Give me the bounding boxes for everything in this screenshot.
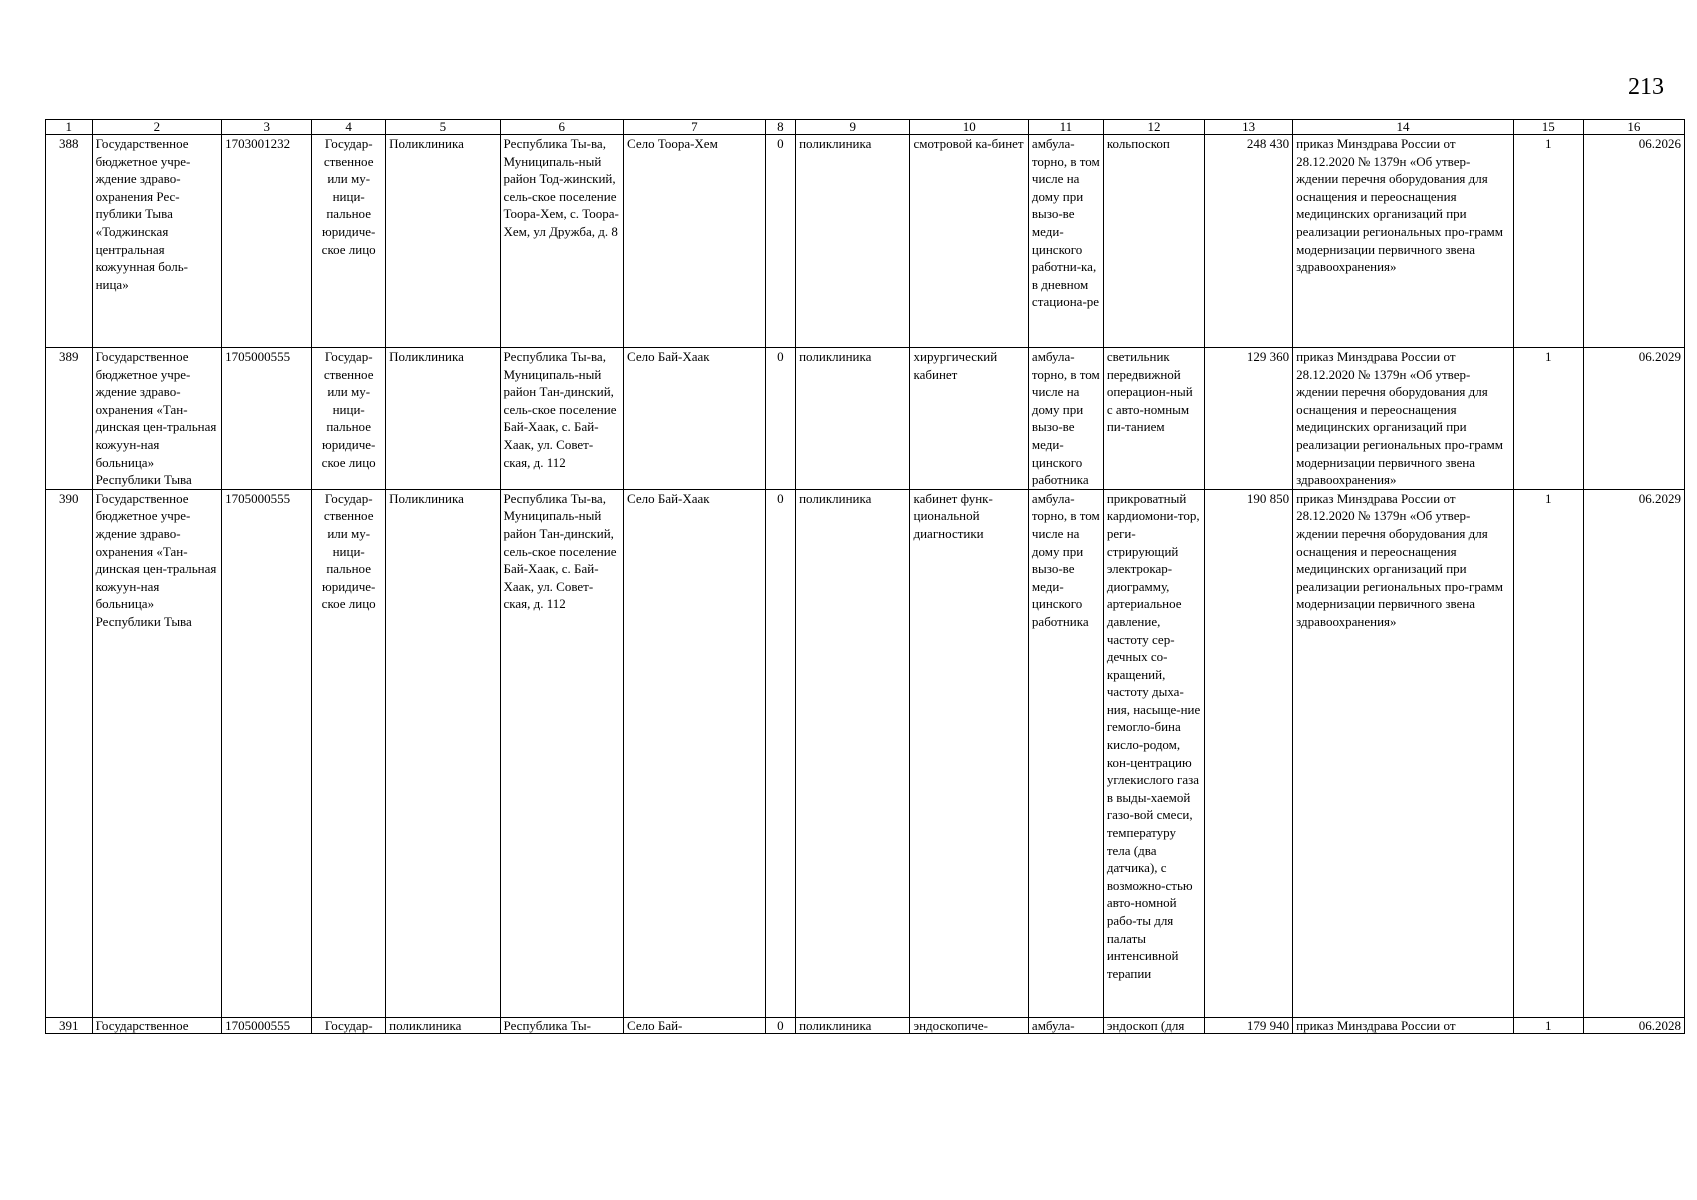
unit: поликлиника bbox=[796, 1017, 910, 1033]
inn-code: 1705000555 bbox=[222, 1017, 312, 1033]
column-number: 7 bbox=[624, 120, 766, 135]
unit: поликлиника bbox=[796, 348, 910, 490]
table-row bbox=[46, 1017, 1685, 1033]
settlement: Село Бай-Хаак bbox=[624, 489, 766, 1017]
facility-type: Поликлиника bbox=[386, 135, 500, 348]
row-number: 388 bbox=[46, 135, 93, 348]
settlement: Село Бай- bbox=[624, 1017, 766, 1033]
legal-form: Государ-ственное или му-ници-пальное юридиче-ское лицо bbox=[312, 135, 386, 348]
row-number: 391 bbox=[46, 1017, 93, 1033]
column-number: 10 bbox=[910, 120, 1028, 135]
column-number: 5 bbox=[386, 120, 500, 135]
unit: поликлиника bbox=[796, 135, 910, 348]
care-conditions: амбула- bbox=[1028, 1017, 1103, 1033]
cabinet: хирургический кабинет bbox=[910, 348, 1028, 490]
column-number: 9 bbox=[796, 120, 910, 135]
cost: 129 360 bbox=[1205, 348, 1293, 490]
unit: поликлиника bbox=[796, 489, 910, 1017]
legal-form: Государ-ственное или му-ници-пальное юридиче-ское лицо bbox=[312, 489, 386, 1017]
date: 06.2029 bbox=[1583, 489, 1684, 1017]
column-number-row bbox=[46, 120, 1685, 135]
equipment: прикроватный кардиомони-тор, реги-стрирующий электрокар-диограмму, артериальное давление, частоту сер-дечных со-кращений, частоту дыха-ния, насыще-ние гемогло-бина кисло-родом, кон-центрацию углекислого газа в выды-хаемой газо-вой смеси, температуру тела (два датчика), с возможно-стью авто-номной рабо-ты для палаты интенсивной терапии bbox=[1103, 489, 1204, 1017]
organization-name: Государственное бюджетное учре-ждение здраво-охранения Рес-публики Тыва «Тоджинская центральная кожуунная боль-ница» bbox=[92, 135, 222, 348]
table-row bbox=[46, 489, 1685, 1017]
column-number: 16 bbox=[1583, 120, 1684, 135]
facility-type: Поликлиника bbox=[386, 489, 500, 1017]
column-number: 12 bbox=[1103, 120, 1204, 135]
facility-type: Поликлиника bbox=[386, 348, 500, 490]
quantity: 1 bbox=[1513, 489, 1583, 1017]
cost: 179 940 bbox=[1205, 1017, 1293, 1033]
table-row bbox=[46, 135, 1685, 348]
column-number: 3 bbox=[222, 120, 312, 135]
organization-name: Государственное bbox=[92, 1017, 222, 1033]
cost: 190 850 bbox=[1205, 489, 1293, 1017]
column-number: 2 bbox=[92, 120, 222, 135]
cabinet: эндоскопиче- bbox=[910, 1017, 1028, 1033]
column-number: 14 bbox=[1293, 120, 1514, 135]
settlement: Село Тоора-Хем bbox=[624, 135, 766, 348]
date: 06.2028 bbox=[1583, 1017, 1684, 1033]
column-number: 1 bbox=[46, 120, 93, 135]
regulation: приказ Минздрава России от 28.12.2020 № 1379н «Об утвер-ждении перечня оборудования для оснащения и переоснащения медицинских организаций при реализации региональных про-грамм модернизации первичного звена здравоохранения» bbox=[1293, 489, 1514, 1017]
regulation: приказ Минздрава России от 28.12.2020 № 1379н «Об утвер-ждении перечня оборудования для оснащения и переоснащения медицинских организаций при реализации региональных про-грамм модернизации первичного звена здравоохранения» bbox=[1293, 135, 1514, 348]
settlement: Село Бай-Хаак bbox=[624, 348, 766, 490]
column-number: 11 bbox=[1028, 120, 1103, 135]
quantity: 1 bbox=[1513, 135, 1583, 348]
organization-name: Государственное бюджетное учре-ждение здраво-охранения «Тан-динская цен-тральная кожуун-ная больница» Республики Тыва bbox=[92, 489, 222, 1017]
inn-code: 1705000555 bbox=[222, 489, 312, 1017]
legal-form: Государ-ственное или му-ници-пальное юридиче-ское лицо bbox=[312, 348, 386, 490]
column-number: 4 bbox=[312, 120, 386, 135]
quantity: 1 bbox=[1513, 1017, 1583, 1033]
equipment: кольпоскоп bbox=[1103, 135, 1204, 348]
inn-code: 1705000555 bbox=[222, 348, 312, 490]
care-conditions: амбула-торно, в том числе на дому при вызо-ве меди-цинского работника bbox=[1028, 489, 1103, 1017]
address: Республика Ты- bbox=[500, 1017, 624, 1033]
address: Республика Ты-ва, Муниципаль-ный район Тан-динский, сель-ское поселение Бай-Хаак, с. Бай-Хаак, ул. Совет-ская, д. 112 bbox=[500, 348, 624, 490]
row-number: 389 bbox=[46, 348, 93, 490]
column-8-value: 0 bbox=[765, 348, 795, 490]
regulation: приказ Минздрава России от bbox=[1293, 1017, 1514, 1033]
column-number: 15 bbox=[1513, 120, 1583, 135]
column-8-value: 0 bbox=[765, 1017, 795, 1033]
column-number: 6 bbox=[500, 120, 624, 135]
column-number: 13 bbox=[1205, 120, 1293, 135]
cabinet: кабинет функ-циональной диагностики bbox=[910, 489, 1028, 1017]
care-conditions: амбула-торно, в том числе на дому при вызо-ве меди-цинского работни-ка, в дневном стациона-ре bbox=[1028, 135, 1103, 348]
cabinet: смотровой ка-бинет bbox=[910, 135, 1028, 348]
row-number: 390 bbox=[46, 489, 93, 1017]
table-row bbox=[46, 348, 1685, 490]
equipment-table bbox=[45, 119, 1685, 1034]
organization-name: Государственное бюджетное учре-ждение здраво-охранения «Тан-динская цен-тральная кожуун-ная больница» Республики Тыва bbox=[92, 348, 222, 490]
legal-form: Государ- bbox=[312, 1017, 386, 1033]
page-number: 213 bbox=[1628, 74, 1664, 100]
date: 06.2026 bbox=[1583, 135, 1684, 348]
equipment: светильник передвижной операцион-ный с авто-номным пи-танием bbox=[1103, 348, 1204, 490]
address: Республика Ты-ва, Муниципаль-ный район Тод-жинский, сель-ское поселение Тоора-Хем, с. Тоора-Хем, ул Дружба, д. 8 bbox=[500, 135, 624, 348]
date: 06.2029 bbox=[1583, 348, 1684, 490]
address: Республика Ты-ва, Муниципаль-ный район Тан-динский, сель-ское поселение Бай-Хаак, с. Бай-Хаак, ул. Совет-ская, д. 112 bbox=[500, 489, 624, 1017]
regulation: приказ Минздрава России от 28.12.2020 № 1379н «Об утвер-ждении перечня оборудования для оснащения и переоснащения медицинских организаций при реализации региональных про-грамм модернизации первичного звена здравоохранения» bbox=[1293, 348, 1514, 490]
column-8-value: 0 bbox=[765, 489, 795, 1017]
care-conditions: амбула-торно, в том числе на дому при вызо-ве меди-цинского работника bbox=[1028, 348, 1103, 490]
column-number: 8 bbox=[765, 120, 795, 135]
column-8-value: 0 bbox=[765, 135, 795, 348]
equipment: эндоскоп (для bbox=[1103, 1017, 1204, 1033]
quantity: 1 bbox=[1513, 348, 1583, 490]
facility-type: поликлиника bbox=[386, 1017, 500, 1033]
inn-code: 1703001232 bbox=[222, 135, 312, 348]
cost: 248 430 bbox=[1205, 135, 1293, 348]
